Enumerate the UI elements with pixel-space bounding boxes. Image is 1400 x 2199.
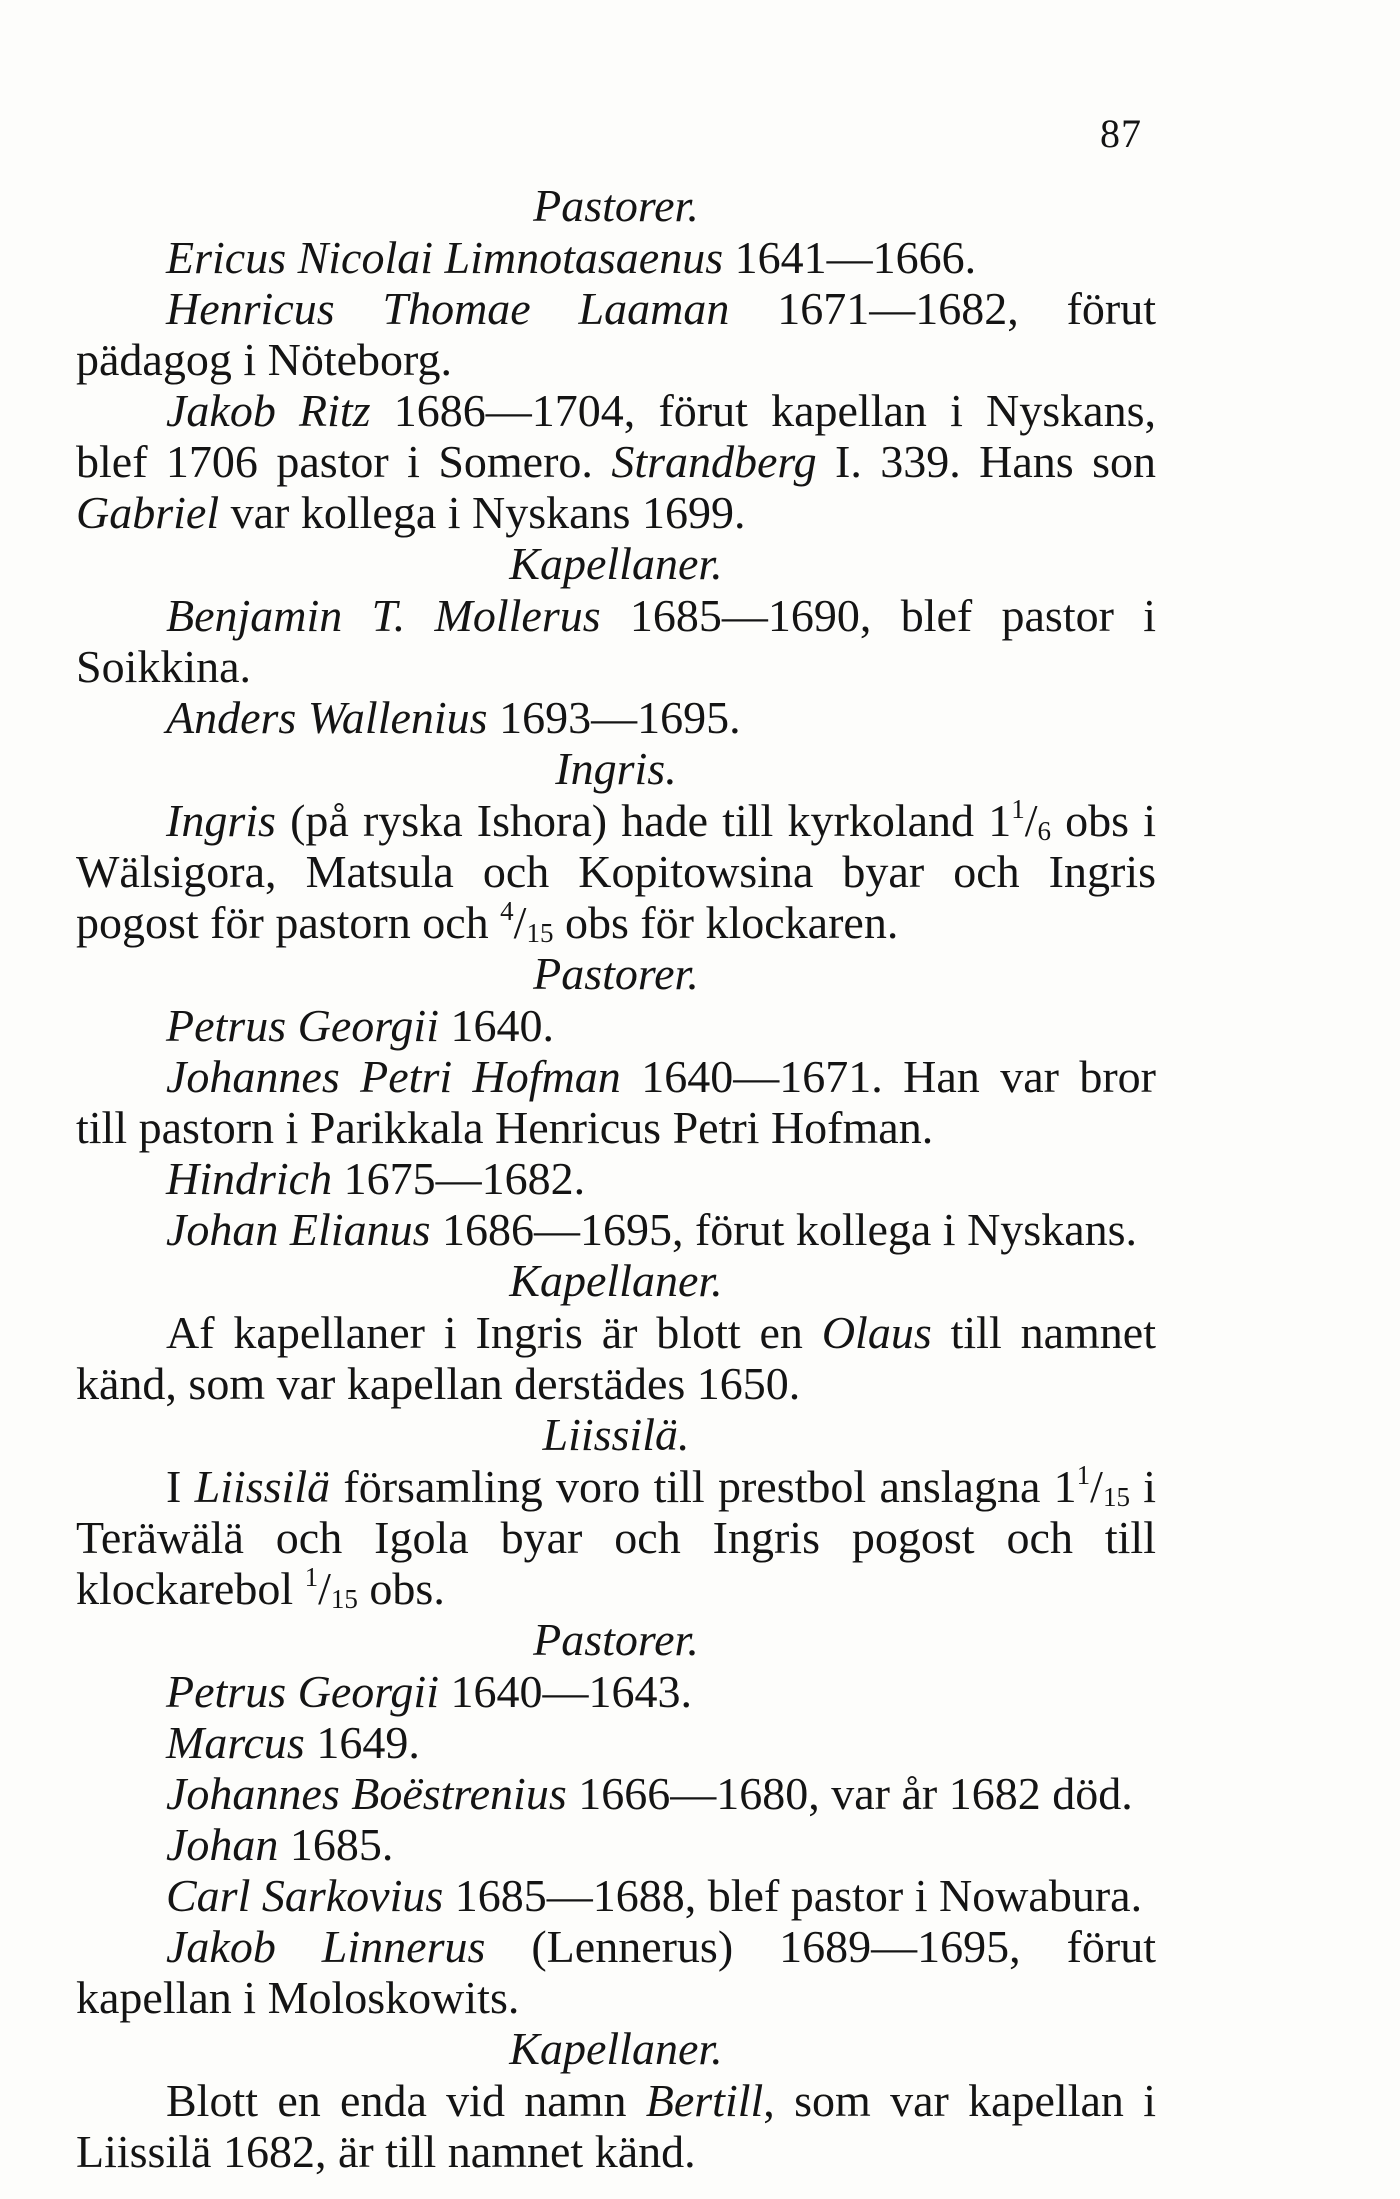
fraction-numerator: 4 [500, 896, 514, 926]
section-heading: Pastorer. [533, 1614, 699, 1665]
name-text: Petrus Georgii [166, 1666, 439, 1717]
body-text: / [318, 1563, 331, 1614]
body-text: till namnet känd, som var kapellan derstädes 1650. [76, 1307, 1157, 1409]
entry [76, 795, 1156, 948]
body-text: I. 339. Hans son [816, 436, 1156, 487]
entry [76, 283, 1156, 385]
section-heading: Pastorer. [533, 180, 699, 231]
body-text: i Teräwälä och Igola byar och Ingris pogost och till klockarebol [76, 1461, 1156, 1614]
entry [76, 1870, 1156, 1921]
entry [76, 2075, 1156, 2177]
body-text: obs. [357, 1563, 445, 1614]
name-text: Carl Sarkovius [166, 1870, 444, 1921]
section-heading: Pastorer. [533, 948, 699, 999]
entry [76, 1051, 1156, 1153]
body-text: / [1090, 1461, 1103, 1512]
entry [76, 1768, 1156, 1819]
name-text: Ingris [166, 795, 276, 846]
fraction-denominator: 6 [1037, 816, 1051, 846]
name-text: Anders Wallenius [166, 692, 488, 743]
fraction-numerator: 1 [304, 1562, 319, 1592]
body-text: I [166, 1461, 195, 1512]
body-text: 1666—1680, var år 1682 död. [566, 1768, 1133, 1819]
body-text: Af kapellaner i Ingris är blott en [166, 1307, 822, 1358]
entry [76, 1307, 1156, 1409]
entry [76, 1000, 1156, 1051]
name-text: Johannes Petri Hofman [166, 1051, 621, 1102]
fraction-numerator: 1 [1076, 1460, 1091, 1490]
body-text: församling voro till prestbol anslagna 1 [330, 1461, 1077, 1512]
section-heading: Liissilä. [542, 1409, 690, 1460]
body-text: 1671—1682, förut pädagog i Nöteborg. [76, 283, 1156, 385]
body-text: 1686—1704, förut kapellan i Nyskans, blef 1706 pastor i Somero. [76, 385, 1156, 487]
body-text: 1649. [304, 1717, 420, 1768]
section-heading: Kapellaner. [509, 1255, 723, 1306]
name-text: Johan [166, 1819, 279, 1870]
entry [76, 1461, 1156, 1614]
name-text: Marcus [166, 1717, 305, 1768]
body-text: 1686—1695, förut kollega i Nyskans. [430, 1204, 1138, 1255]
name-text: Olaus [821, 1307, 932, 1358]
name-text: Hindrich [166, 1153, 333, 1204]
name-text: Henricus Thomae Laaman [166, 283, 730, 334]
name-text: Strandberg [611, 436, 817, 487]
name-text: Petrus Georgii [166, 1000, 439, 1051]
body-text: 1640—1643. [439, 1666, 692, 1717]
entry [76, 692, 1156, 743]
section-heading: Ingris. [555, 743, 677, 794]
body-text: 1685—1690, blef pastor i Soikkina. [76, 590, 1156, 692]
entry [76, 1204, 1156, 1255]
body-text: (Lennerus) 1689—1695, förut kapellan i Moloskowits. [76, 1921, 1156, 2023]
body-text: (på ryska Ishora) hade till kyrkoland 1 [275, 795, 1012, 846]
name-text: Benjamin T. Mollerus [166, 590, 601, 641]
entry [76, 385, 1156, 538]
body-text: , som var kapellan i Liissilä 1682, är till namnet känd. [76, 2075, 1156, 2177]
body-text: 1693—1695. [487, 692, 741, 743]
body-text: 1685—1688, blef pastor i Nowabura. [443, 1870, 1143, 1921]
body-text: / [1024, 795, 1038, 846]
name-text: Johannes Boëstrenius [166, 1768, 567, 1819]
entry [76, 1153, 1156, 1204]
entry [76, 1921, 1156, 2023]
entry [76, 1819, 1156, 1870]
name-text: Jakob Linnerus [166, 1921, 486, 1972]
name-text: Gabriel [76, 487, 220, 538]
body-text: 1640. [439, 1000, 554, 1051]
body-text: Blott en enda vid namn [166, 2075, 646, 2126]
body-text: 1640—1671. Han var bror till pastorn i Parikkala Henricus Petri Hofman. [76, 1051, 1157, 1153]
section-heading: Kapellaner. [509, 2023, 723, 2074]
name-text: Ericus Nicolai Limnotasaenus [166, 232, 724, 283]
body-text: obs i Wälsigora, Matsula och Kopitowsina byar och Ingris pogost för pastorn och [76, 795, 1156, 948]
page-number: 87 [1100, 111, 1142, 156]
fraction-denominator: 15 [1102, 1482, 1130, 1512]
body-text: var kollega i Nyskans 1699. [219, 487, 746, 538]
entry [76, 1717, 1156, 1768]
section-heading: Kapellaner. [509, 538, 723, 589]
name-text: Jakob Ritz [166, 385, 371, 436]
body-text: 1675—1682. [332, 1153, 586, 1204]
fraction-numerator: 1 [1011, 794, 1025, 824]
body-text: obs för klockaren. [553, 897, 899, 948]
body-text: / [513, 897, 527, 948]
name-text: Liissilä [194, 1461, 331, 1512]
name-text: Bertill [645, 2075, 764, 2126]
entry [76, 1666, 1156, 1717]
entry [76, 232, 1156, 283]
body-text: 1685. [278, 1819, 394, 1870]
name-text: Johan Elianus [166, 1204, 431, 1255]
page-body [76, 180, 1156, 2177]
fraction-denominator: 15 [330, 1584, 358, 1614]
entry [76, 590, 1156, 692]
body-text: 1641—1666. [723, 232, 977, 283]
fraction-denominator: 15 [526, 918, 554, 948]
